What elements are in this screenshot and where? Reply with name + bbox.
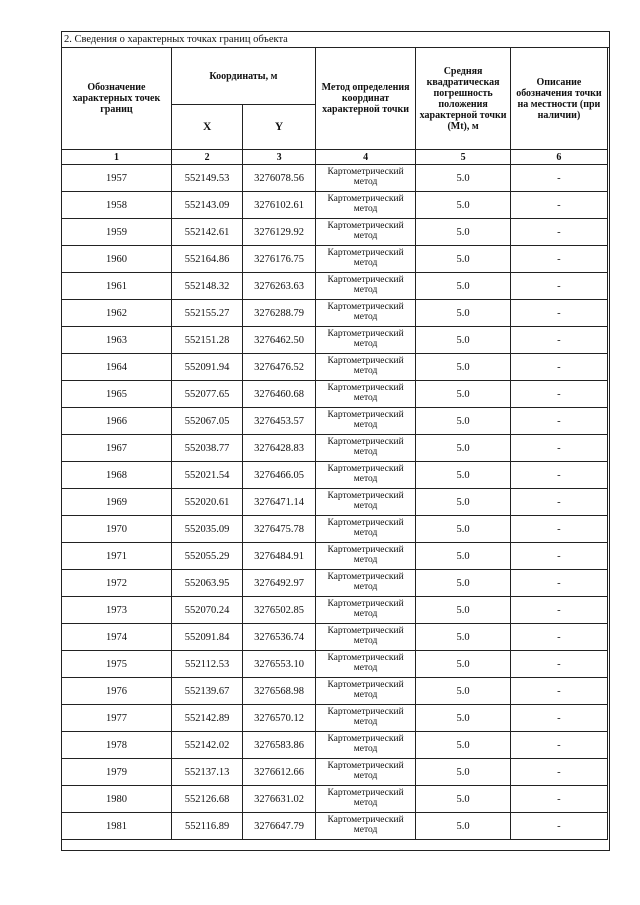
header-description: Описание обозначения точки на местности (при наличии) xyxy=(510,48,607,150)
method-line-2: метод xyxy=(353,825,378,835)
mean-error-cell: 5.0 xyxy=(416,165,511,192)
x-coordinate-cell: 552055.29 xyxy=(171,543,242,570)
method-line-2: метод xyxy=(353,690,378,700)
point-id-cell: 1959 xyxy=(62,219,172,246)
method-line-2: метод xyxy=(353,204,378,214)
column-number: 2 xyxy=(171,150,242,165)
description-cell: - xyxy=(510,624,607,651)
method-cell xyxy=(315,759,415,786)
table-row xyxy=(62,678,608,705)
table-row xyxy=(62,354,608,381)
y-coordinate-cell: 3276460.68 xyxy=(243,381,316,408)
x-coordinate-cell: 552020.61 xyxy=(171,489,242,516)
point-id-cell: 1971 xyxy=(62,543,172,570)
method-line-2: метод xyxy=(353,636,378,646)
table-row xyxy=(62,813,608,840)
point-id-cell: 1980 xyxy=(62,786,172,813)
y-coordinate-cell: 3276176.75 xyxy=(243,246,316,273)
x-coordinate-cell: 552126.68 xyxy=(171,786,242,813)
mean-error-cell: 5.0 xyxy=(416,705,511,732)
method-cell xyxy=(315,408,415,435)
method-line-2: метод xyxy=(353,744,378,754)
method-line-2: метод xyxy=(353,555,378,565)
table-row xyxy=(62,786,608,813)
method-line-1: Картометрический xyxy=(327,167,404,177)
description-cell: - xyxy=(510,570,607,597)
method-line-1: Картометрический xyxy=(327,464,404,474)
mean-error-cell: 5.0 xyxy=(416,300,511,327)
description-cell: - xyxy=(510,462,607,489)
point-id-cell: 1976 xyxy=(62,678,172,705)
x-coordinate-cell: 552038.77 xyxy=(171,435,242,462)
empty-row xyxy=(62,840,608,860)
description-cell: - xyxy=(510,300,607,327)
method-line-2: метод xyxy=(353,582,378,592)
method-cell xyxy=(315,651,415,678)
section-title: 2. Сведения о характерных точках границ объекта xyxy=(62,32,609,48)
y-coordinate-cell: 3276583.86 xyxy=(243,732,316,759)
method-line-2: метод xyxy=(353,717,378,727)
table-row xyxy=(62,651,608,678)
header-point-designation: Обозначение характерных точек границ xyxy=(62,48,172,150)
point-id-cell: 1967 xyxy=(62,435,172,462)
method-line-1: Картометрический xyxy=(327,329,404,339)
method-line-2: метод xyxy=(353,474,378,484)
description-cell: - xyxy=(510,192,607,219)
point-id-cell: 1968 xyxy=(62,462,172,489)
table-row xyxy=(62,705,608,732)
table-row xyxy=(62,759,608,786)
description-cell: - xyxy=(510,408,607,435)
method-line-2: метод xyxy=(353,285,378,295)
mean-error-cell: 5.0 xyxy=(416,813,511,840)
method-line-1: Картометрический xyxy=(327,815,404,825)
method-line-1: Картометрический xyxy=(327,302,404,312)
mean-error-cell: 5.0 xyxy=(416,759,511,786)
mean-error-cell: 5.0 xyxy=(416,192,511,219)
method-line-1: Картометрический xyxy=(327,545,404,555)
column-number: 6 xyxy=(510,150,607,165)
x-coordinate-cell: 552142.89 xyxy=(171,705,242,732)
x-coordinate-cell: 552148.32 xyxy=(171,273,242,300)
x-coordinate-cell: 552139.67 xyxy=(171,678,242,705)
method-cell xyxy=(315,489,415,516)
description-cell: - xyxy=(510,327,607,354)
y-coordinate-cell: 3276484.91 xyxy=(243,543,316,570)
method-cell xyxy=(315,462,415,489)
table-row xyxy=(62,489,608,516)
column-number-row xyxy=(62,150,608,165)
description-cell: - xyxy=(510,516,607,543)
point-id-cell: 1973 xyxy=(62,597,172,624)
method-line-1: Картометрический xyxy=(327,680,404,690)
header-method: Метод определения координат характерной точки xyxy=(315,48,415,150)
table-row xyxy=(62,219,608,246)
y-coordinate-cell: 3276453.57 xyxy=(243,408,316,435)
y-coordinate-cell: 3276492.97 xyxy=(243,570,316,597)
method-cell xyxy=(315,219,415,246)
x-coordinate-cell: 552067.05 xyxy=(171,408,242,435)
point-id-cell: 1969 xyxy=(62,489,172,516)
method-cell xyxy=(315,273,415,300)
method-line-2: метод xyxy=(353,258,378,268)
y-coordinate-cell: 3276263.63 xyxy=(243,273,316,300)
point-id-cell: 1958 xyxy=(62,192,172,219)
method-line-1: Картометрический xyxy=(327,734,404,744)
point-id-cell: 1978 xyxy=(62,732,172,759)
y-coordinate-cell: 3276475.78 xyxy=(243,516,316,543)
description-cell: - xyxy=(510,273,607,300)
method-cell xyxy=(315,516,415,543)
method-cell xyxy=(315,435,415,462)
boundary-points-table xyxy=(61,47,608,860)
method-line-2: метод xyxy=(353,447,378,457)
method-cell xyxy=(315,165,415,192)
description-cell: - xyxy=(510,786,607,813)
header-y: Y xyxy=(243,105,316,150)
mean-error-cell: 5.0 xyxy=(416,651,511,678)
method-line-1: Картометрический xyxy=(327,248,404,258)
method-line-1: Картометрический xyxy=(327,221,404,231)
method-line-1: Картометрический xyxy=(327,707,404,717)
method-cell xyxy=(315,570,415,597)
method-line-1: Картометрический xyxy=(327,518,404,528)
mean-error-cell: 5.0 xyxy=(416,624,511,651)
y-coordinate-cell: 3276288.79 xyxy=(243,300,316,327)
point-id-cell: 1964 xyxy=(62,354,172,381)
point-id-cell: 1974 xyxy=(62,624,172,651)
column-number: 1 xyxy=(62,150,172,165)
y-coordinate-cell: 3276471.14 xyxy=(243,489,316,516)
method-line-2: метод xyxy=(353,798,378,808)
method-line-1: Картометрический xyxy=(327,383,404,393)
header-row xyxy=(62,48,608,105)
method-line-2: метод xyxy=(353,393,378,403)
y-coordinate-cell: 3276102.61 xyxy=(243,192,316,219)
mean-error-cell: 5.0 xyxy=(416,327,511,354)
point-id-cell: 1972 xyxy=(62,570,172,597)
point-id-cell: 1960 xyxy=(62,246,172,273)
table-row xyxy=(62,192,608,219)
x-coordinate-cell: 552070.24 xyxy=(171,597,242,624)
method-cell xyxy=(315,354,415,381)
mean-error-cell: 5.0 xyxy=(416,516,511,543)
method-line-1: Картометрический xyxy=(327,491,404,501)
x-coordinate-cell: 552091.94 xyxy=(171,354,242,381)
method-cell xyxy=(315,381,415,408)
method-line-2: метод xyxy=(353,420,378,430)
y-coordinate-cell: 3276078.56 xyxy=(243,165,316,192)
header-x: X xyxy=(171,105,242,150)
y-coordinate-cell: 3276536.74 xyxy=(243,624,316,651)
table-row xyxy=(62,732,608,759)
description-cell: - xyxy=(510,759,607,786)
y-coordinate-cell: 3276502.85 xyxy=(243,597,316,624)
method-line-2: метод xyxy=(353,609,378,619)
method-line-1: Картометрический xyxy=(327,572,404,582)
method-line-2: метод xyxy=(353,231,378,241)
method-cell xyxy=(315,300,415,327)
mean-error-cell: 5.0 xyxy=(416,462,511,489)
x-coordinate-cell: 552164.86 xyxy=(171,246,242,273)
description-cell: - xyxy=(510,219,607,246)
method-line-1: Картометрический xyxy=(327,626,404,636)
method-line-1: Картометрический xyxy=(327,653,404,663)
table-row xyxy=(62,624,608,651)
point-id-cell: 1957 xyxy=(62,165,172,192)
y-coordinate-cell: 3276476.52 xyxy=(243,354,316,381)
method-line-2: метод xyxy=(353,312,378,322)
point-id-cell: 1975 xyxy=(62,651,172,678)
mean-error-cell: 5.0 xyxy=(416,786,511,813)
point-id-cell: 1970 xyxy=(62,516,172,543)
y-coordinate-cell: 3276647.79 xyxy=(243,813,316,840)
method-line-1: Картометрический xyxy=(327,599,404,609)
document-sheet xyxy=(61,31,610,851)
method-cell xyxy=(315,786,415,813)
description-cell: - xyxy=(510,381,607,408)
x-coordinate-cell: 552151.28 xyxy=(171,327,242,354)
x-coordinate-cell: 552063.95 xyxy=(171,570,242,597)
method-cell xyxy=(315,192,415,219)
method-line-1: Картометрический xyxy=(327,788,404,798)
method-cell xyxy=(315,327,415,354)
method-line-1: Картометрический xyxy=(327,761,404,771)
y-coordinate-cell: 3276129.92 xyxy=(243,219,316,246)
y-coordinate-cell: 3276570.12 xyxy=(243,705,316,732)
point-id-cell: 1979 xyxy=(62,759,172,786)
x-coordinate-cell: 552077.65 xyxy=(171,381,242,408)
description-cell: - xyxy=(510,597,607,624)
x-coordinate-cell: 552143.09 xyxy=(171,192,242,219)
column-number: 4 xyxy=(315,150,415,165)
mean-error-cell: 5.0 xyxy=(416,273,511,300)
mean-error-cell: 5.0 xyxy=(416,408,511,435)
x-coordinate-cell: 552142.02 xyxy=(171,732,242,759)
description-cell: - xyxy=(510,246,607,273)
table-row xyxy=(62,543,608,570)
method-line-2: метод xyxy=(353,177,378,187)
mean-error-cell: 5.0 xyxy=(416,543,511,570)
y-coordinate-cell: 3276553.10 xyxy=(243,651,316,678)
table-row xyxy=(62,381,608,408)
mean-error-cell: 5.0 xyxy=(416,354,511,381)
description-cell: - xyxy=(510,543,607,570)
mean-error-cell: 5.0 xyxy=(416,219,511,246)
x-coordinate-cell: 552035.09 xyxy=(171,516,242,543)
table-row xyxy=(62,570,608,597)
x-coordinate-cell: 552149.53 xyxy=(171,165,242,192)
y-coordinate-cell: 3276462.50 xyxy=(243,327,316,354)
point-id-cell: 1963 xyxy=(62,327,172,354)
x-coordinate-cell: 552142.61 xyxy=(171,219,242,246)
table-body xyxy=(62,165,608,860)
mean-error-cell: 5.0 xyxy=(416,435,511,462)
method-line-2: метод xyxy=(353,501,378,511)
description-cell: - xyxy=(510,678,607,705)
table-row xyxy=(62,597,608,624)
x-coordinate-cell: 552137.13 xyxy=(171,759,242,786)
mean-error-cell: 5.0 xyxy=(416,381,511,408)
x-coordinate-cell: 552091.84 xyxy=(171,624,242,651)
description-cell: - xyxy=(510,489,607,516)
x-coordinate-cell: 552116.89 xyxy=(171,813,242,840)
mean-error-cell: 5.0 xyxy=(416,597,511,624)
description-cell: - xyxy=(510,732,607,759)
method-line-1: Картометрический xyxy=(327,437,404,447)
method-cell xyxy=(315,678,415,705)
point-id-cell: 1962 xyxy=(62,300,172,327)
method-line-2: метод xyxy=(353,663,378,673)
description-cell: - xyxy=(510,705,607,732)
column-number: 3 xyxy=(243,150,316,165)
method-line-1: Картометрический xyxy=(327,356,404,366)
description-cell: - xyxy=(510,813,607,840)
column-number: 5 xyxy=(416,150,511,165)
y-coordinate-cell: 3276612.66 xyxy=(243,759,316,786)
method-cell xyxy=(315,624,415,651)
point-id-cell: 1961 xyxy=(62,273,172,300)
method-line-1: Картометрический xyxy=(327,194,404,204)
point-id-cell: 1977 xyxy=(62,705,172,732)
header-mean-error: Средняя квадратическая погрешность положения характерной точки (Mt), м xyxy=(416,48,511,150)
method-line-2: метод xyxy=(353,771,378,781)
table-row xyxy=(62,408,608,435)
table-row xyxy=(62,462,608,489)
method-line-1: Картометрический xyxy=(327,275,404,285)
method-cell xyxy=(315,597,415,624)
table-row xyxy=(62,516,608,543)
point-id-cell: 1981 xyxy=(62,813,172,840)
empty-cell xyxy=(62,840,608,860)
x-coordinate-cell: 552155.27 xyxy=(171,300,242,327)
description-cell: - xyxy=(510,651,607,678)
y-coordinate-cell: 3276568.98 xyxy=(243,678,316,705)
point-id-cell: 1965 xyxy=(62,381,172,408)
method-line-2: метод xyxy=(353,339,378,349)
method-line-1: Картометрический xyxy=(327,410,404,420)
mean-error-cell: 5.0 xyxy=(416,489,511,516)
description-cell: - xyxy=(510,435,607,462)
method-cell xyxy=(315,813,415,840)
y-coordinate-cell: 3276631.02 xyxy=(243,786,316,813)
method-line-2: метод xyxy=(353,528,378,538)
method-cell xyxy=(315,246,415,273)
x-coordinate-cell: 552021.54 xyxy=(171,462,242,489)
mean-error-cell: 5.0 xyxy=(416,678,511,705)
description-cell: - xyxy=(510,354,607,381)
method-line-2: метод xyxy=(353,366,378,376)
table-row xyxy=(62,435,608,462)
header-coordinates: Координаты, м xyxy=(171,48,315,105)
method-cell xyxy=(315,705,415,732)
table-row xyxy=(62,300,608,327)
table-row xyxy=(62,327,608,354)
mean-error-cell: 5.0 xyxy=(416,246,511,273)
table-row xyxy=(62,273,608,300)
mean-error-cell: 5.0 xyxy=(416,570,511,597)
mean-error-cell: 5.0 xyxy=(416,732,511,759)
y-coordinate-cell: 3276428.83 xyxy=(243,435,316,462)
table-row xyxy=(62,246,608,273)
method-cell xyxy=(315,732,415,759)
point-id-cell: 1966 xyxy=(62,408,172,435)
y-coordinate-cell: 3276466.05 xyxy=(243,462,316,489)
x-coordinate-cell: 552112.53 xyxy=(171,651,242,678)
description-cell: - xyxy=(510,165,607,192)
method-cell xyxy=(315,543,415,570)
table-row xyxy=(62,165,608,192)
